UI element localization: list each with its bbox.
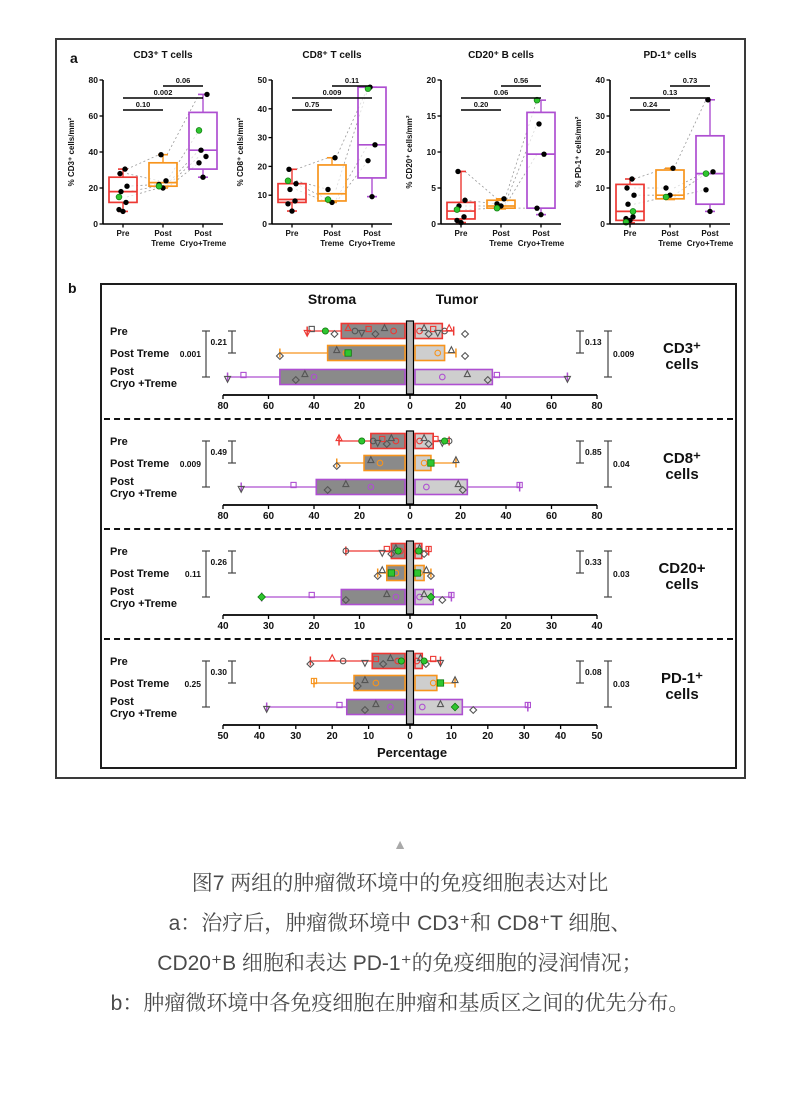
svg-text:50: 50 [591,731,603,742]
svg-text:Post: Post [154,229,172,238]
svg-text:CD8⁺ T cells: CD8⁺ T cells [302,50,362,61]
panel-b-label: b [68,280,77,296]
svg-text:0: 0 [431,219,436,229]
svg-text:10: 10 [257,190,267,201]
svg-text:cells: cells [665,576,699,593]
svg-text:Post: Post [194,229,212,238]
svg-text:CD3⁺ T cells: CD3⁺ T cells [133,50,193,61]
svg-text:0.56: 0.56 [513,76,529,85]
svg-text:40: 40 [591,621,603,632]
svg-text:0.85: 0.85 [585,447,602,457]
svg-text:% CD3⁺ cells/mm²: % CD3⁺ cells/mm² [67,117,76,187]
figure-frame [55,38,746,779]
svg-text:0.30: 0.30 [210,667,227,677]
svg-text:60: 60 [262,511,275,522]
svg-text:20: 20 [308,621,320,632]
svg-text:40: 40 [595,75,605,85]
svg-text:Pre: Pre [116,229,130,238]
svg-text:Cryo +Treme: Cryo +Treme [110,708,177,720]
svg-text:20: 20 [482,731,494,742]
svg-text:0.13: 0.13 [662,88,678,97]
svg-text:Treme: Treme [489,239,513,248]
svg-text:Post Treme: Post Treme [110,458,170,470]
svg-text:0: 0 [407,621,413,632]
svg-text:20: 20 [88,183,98,193]
svg-text:60: 60 [262,401,275,412]
svg-text:30: 30 [262,621,275,632]
svg-text:Cryo +Treme: Cryo +Treme [110,378,177,390]
svg-text:CD20+: CD20+ [658,560,706,577]
svg-text:15: 15 [426,111,436,121]
svg-text:40: 40 [500,401,512,412]
svg-text:40: 40 [308,511,320,522]
panel-a-boxplots [63,44,739,278]
svg-text:30: 30 [290,731,302,742]
svg-text:cells: cells [665,466,699,483]
svg-text:30: 30 [257,132,267,143]
svg-text:Pre: Pre [110,326,128,338]
svg-text:Pre: Pre [454,229,468,238]
boxplot-cd20 [401,44,570,278]
caption-line-2: a：治疗后，肿瘤微环境中 CD3⁺和 CD8⁺T 细胞、 [168,912,632,935]
svg-text:Pre: Pre [623,229,637,238]
svg-text:0.13: 0.13 [585,337,602,347]
svg-text:10: 10 [363,731,375,742]
svg-text:Post Treme: Post Treme [110,348,170,360]
svg-text:Pre: Pre [285,229,299,238]
svg-text:40: 40 [88,147,98,157]
svg-text:CD3⁺: CD3⁺ [663,340,701,357]
barsection-cd3 [102,313,735,413]
svg-text:Post Treme: Post Treme [110,678,170,690]
svg-text:40: 40 [555,731,567,742]
svg-text:Cryo+Treme: Cryo+Treme [686,239,734,248]
svg-text:Cryo+Treme: Cryo+Treme [348,239,396,248]
svg-text:40: 40 [257,103,267,114]
svg-text:40: 40 [253,731,265,742]
svg-text:10: 10 [426,147,436,157]
svg-text:0.04: 0.04 [613,459,630,469]
barsection-cd8 [102,423,735,523]
svg-text:0.009: 0.009 [613,349,635,359]
svg-text:10: 10 [595,183,605,193]
svg-text:Post: Post [701,229,719,238]
svg-text:0.33: 0.33 [585,557,602,567]
svg-text:0: 0 [262,219,267,229]
svg-text:20: 20 [595,147,605,157]
caption-line-4: b：肿瘤微环境中各免疫细胞在肿瘤和基质区之间的优先分布。 [110,992,690,1015]
svg-text:CD20⁺ B cells: CD20⁺ B cells [468,50,534,61]
svg-text:80: 80 [217,511,229,522]
panel-a-label: a [70,50,78,66]
svg-text:40: 40 [308,401,320,412]
svg-text:20: 20 [353,401,366,412]
section-divider [104,418,733,420]
svg-text:0.11: 0.11 [344,76,360,85]
section-divider [104,528,733,530]
boxplot-cd3 [63,44,232,278]
svg-text:Treme: Treme [151,239,175,248]
boxplot-pd1 [570,44,739,278]
svg-text:Pre: Pre [110,436,128,448]
svg-text:0.06: 0.06 [493,88,509,97]
svg-text:Post: Post [110,696,134,708]
svg-text:PD-1⁺ cells: PD-1⁺ cells [643,50,697,61]
svg-text:5: 5 [431,183,436,193]
barsection-cd20 [102,533,735,633]
svg-text:0.75: 0.75 [304,100,320,109]
svg-text:0.20: 0.20 [473,100,489,109]
svg-text:50: 50 [257,75,267,85]
svg-text:Cryo+Treme: Cryo+Treme [179,239,227,248]
svg-text:0.06: 0.06 [175,76,191,85]
section-divider [104,638,733,640]
svg-text:0.10: 0.10 [135,100,151,109]
svg-text:cells: cells [665,686,699,703]
figure-caption [0,836,800,1024]
svg-text:0.03: 0.03 [613,679,630,689]
svg-text:Post: Post [492,229,510,238]
svg-text:Post: Post [110,586,134,598]
boxplot-cd8 [232,44,401,278]
svg-text:10: 10 [454,621,467,632]
svg-text:0.73: 0.73 [682,76,698,85]
svg-text:0.001: 0.001 [179,349,201,359]
svg-text:Pre: Pre [110,656,128,668]
svg-text:20: 20 [353,511,366,522]
panel-b-headers [102,289,735,311]
svg-text:80: 80 [591,511,603,522]
svg-text:Post: Post [323,229,341,238]
svg-text:0.002: 0.002 [153,88,173,97]
svg-text:% PD-1⁺ cells/mm²: % PD-1⁺ cells/mm² [574,116,583,188]
svg-text:30: 30 [545,621,558,632]
svg-text:0: 0 [93,219,98,229]
svg-text:30: 30 [595,111,605,121]
svg-text:20: 20 [426,75,436,85]
svg-text:0.49: 0.49 [210,447,227,457]
svg-text:0: 0 [407,401,413,412]
caption-line-1: 图7 两组的肿瘤微环境中的免疫细胞表达对比 [191,872,609,895]
svg-text:0.25: 0.25 [184,679,201,689]
svg-text:80: 80 [591,401,603,412]
svg-text:0: 0 [600,219,605,229]
svg-text:Cryo +Treme: Cryo +Treme [110,488,177,500]
svg-text:0.009: 0.009 [322,88,342,97]
barsection-pd1 [102,643,735,743]
collapse-triangle-icon[interactable]: ▲ [393,836,407,852]
svg-text:Post: Post [110,366,134,378]
svg-text:20: 20 [454,511,467,522]
panel-b-box [100,283,737,769]
svg-text:20: 20 [454,401,467,412]
percentage-axis-label: Percentage [376,745,448,760]
svg-text:Cryo+Treme: Cryo+Treme [517,239,565,248]
svg-text:Post: Post [110,476,134,488]
svg-text:80: 80 [217,401,229,412]
svg-text:50: 50 [217,731,229,742]
svg-text:0.24: 0.24 [642,100,658,109]
svg-text:40: 40 [500,511,512,522]
svg-text:Pre: Pre [110,546,128,558]
svg-text:0.08: 0.08 [585,667,602,677]
svg-text:Post: Post [532,229,550,238]
svg-text:Post Treme: Post Treme [110,568,170,580]
svg-text:20: 20 [326,731,338,742]
svg-text:10: 10 [353,621,366,632]
svg-text:Treme: Treme [320,239,344,248]
svg-text:% CD20⁺ cells/mm²: % CD20⁺ cells/mm² [405,115,414,189]
svg-text:60: 60 [545,401,558,412]
svg-text:Cryo +Treme: Cryo +Treme [110,598,177,610]
svg-text:0.11: 0.11 [184,569,201,579]
svg-text:PD-1⁺: PD-1⁺ [660,670,704,687]
svg-text:Post: Post [661,229,679,238]
svg-text:0.03: 0.03 [613,569,630,579]
svg-text:cells: cells [665,356,699,373]
svg-text:0.009: 0.009 [179,459,201,469]
svg-text:60: 60 [88,111,98,121]
svg-text:30: 30 [518,731,530,742]
svg-text:10: 10 [445,731,457,742]
stroma-header: Stroma [307,291,357,307]
svg-text:0: 0 [407,731,413,742]
svg-text:80: 80 [88,75,98,85]
svg-text:Post: Post [363,229,381,238]
svg-text:20: 20 [257,161,267,172]
svg-text:0.26: 0.26 [210,557,227,567]
svg-text:0: 0 [407,511,413,522]
caption-line-3: CD20⁺B 细胞和表达 PD-1⁺的免疫细胞的浸润情况； [157,952,643,975]
svg-text:0.21: 0.21 [210,337,227,347]
svg-text:CD8⁺: CD8⁺ [663,450,701,467]
svg-text:40: 40 [217,621,229,632]
tumor-header: Tumor [435,291,479,307]
svg-text:20: 20 [500,621,512,632]
svg-text:% CD8⁺ cells/mm²: % CD8⁺ cells/mm² [236,117,245,187]
svg-text:60: 60 [545,511,558,522]
svg-text:Treme: Treme [658,239,682,248]
